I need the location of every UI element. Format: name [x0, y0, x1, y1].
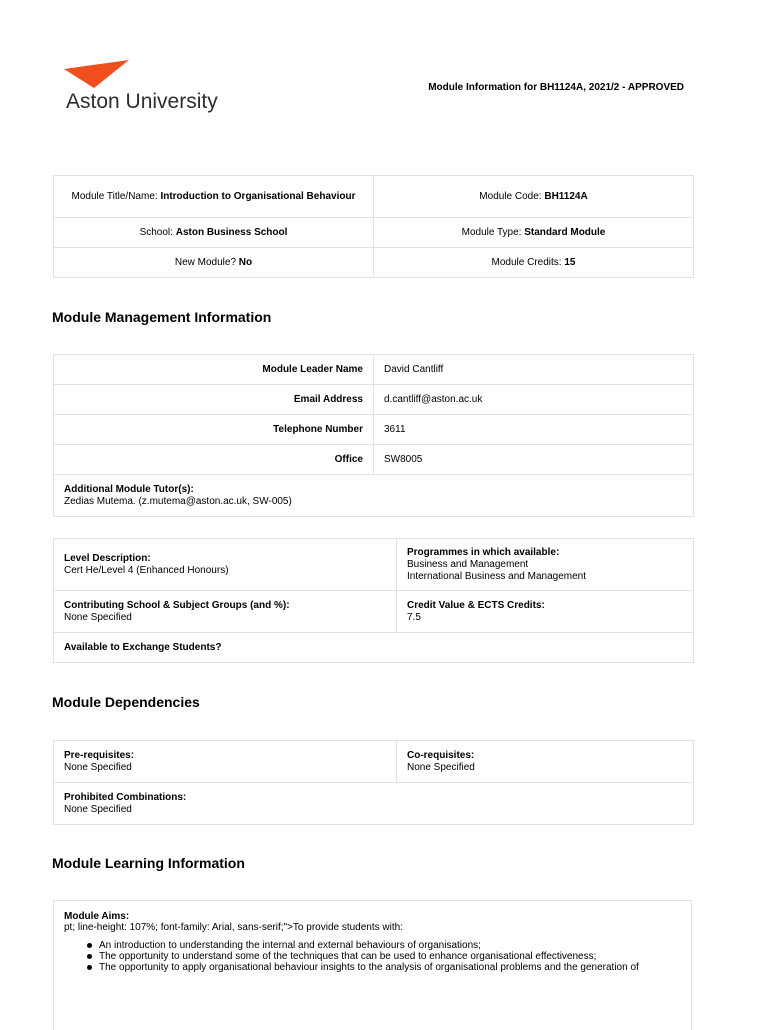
- aims-item-text: An introduction to understanding the internal and external behaviours of organisations;: [99, 940, 481, 951]
- learning-section-title: Module Learning Information: [52, 855, 245, 871]
- management-row-label: Email Address: [54, 385, 374, 415]
- module-title-cell: [54, 176, 374, 218]
- credit-value-cell: [397, 591, 694, 633]
- school-cell: [54, 218, 374, 248]
- programmes-cell: [397, 539, 694, 591]
- contributing-school-value: None Specified: [64, 611, 132, 623]
- level-description-label: Level Description:: [64, 552, 151, 564]
- management-row-label: Office: [54, 445, 374, 475]
- module-type-label: Module Type:: [461, 226, 522, 238]
- aims-item-text: The opportunity to apply organisational behaviour insights to the analysis of organisational problems and the generation of: [99, 962, 639, 973]
- programme-item: International Business and Management: [407, 570, 587, 582]
- dependencies-table: [53, 740, 694, 825]
- new-module-label: New Module?: [174, 256, 237, 268]
- corequisites-label: Co-requisites:: [407, 749, 475, 761]
- programmes-label: Programmes in which available:: [407, 546, 560, 558]
- level-description-cell: [54, 539, 397, 591]
- aims-item-text: The opportunity to understand some of the techniques that can be used to enhance organisational effectiveness;: [99, 951, 597, 962]
- module-title-value: Introduction to Organisational Behaviour: [160, 190, 356, 202]
- prohibited-combinations-label: Prohibited Combinations:: [64, 791, 187, 803]
- additional-tutors-value: Zedias Mutema. (z.mutema@aston.ac.uk, SW-005): [64, 495, 292, 507]
- management-row-label: Module Leader Name: [54, 355, 374, 385]
- module-credits-cell: [374, 248, 694, 278]
- level-description-value: Cert He/Level 4 (Enhanced Honours): [64, 564, 229, 576]
- prerequisites-label: Pre-requisites:: [64, 749, 135, 761]
- corequisites-value: None Specified: [407, 761, 475, 773]
- module-title-label: Module Title/Name:: [71, 190, 158, 202]
- module-aims-intro: pt; line-height: 107%; font-family: Arial, sans-serif;">To provide students with:: [64, 922, 403, 933]
- bullet-icon: [87, 965, 92, 970]
- aims-list-item: [99, 940, 681, 951]
- logo-text: Aston University: [66, 90, 218, 113]
- bullet-icon: [87, 954, 92, 959]
- module-type-cell: [374, 218, 694, 248]
- management-row-value: d.cantliff@aston.ac.uk: [374, 385, 694, 415]
- programme-item: Business and Management: [407, 558, 529, 570]
- contributing-school-label: Contributing School & Subject Groups (and %):: [64, 599, 290, 611]
- module-aims-box: [53, 900, 692, 1030]
- management-row-value: David Cantliff: [374, 355, 694, 385]
- school-value: Aston Business School: [175, 226, 288, 238]
- additional-tutors-cell: [54, 475, 694, 517]
- corequisites-cell: [397, 741, 694, 783]
- bullet-icon: [87, 943, 92, 948]
- prohibited-combinations-value: None Specified: [64, 803, 132, 815]
- additional-tutors-label: Additional Module Tutor(s):: [64, 483, 194, 495]
- module-type-value: Standard Module: [524, 226, 606, 238]
- exchange-students-label: Available to Exchange Students?: [54, 633, 694, 663]
- module-credits-label: Module Credits:: [491, 256, 562, 268]
- aims-list-item: [99, 951, 681, 962]
- module-code-value: BH1124A: [544, 190, 588, 202]
- module-credits-value: 15: [564, 256, 576, 268]
- credit-value-value: 7.5: [407, 611, 421, 623]
- credit-value-label: Credit Value & ECTS Credits:: [407, 599, 545, 611]
- module-summary-table: [53, 175, 694, 278]
- management-row-label: Telephone Number: [54, 415, 374, 445]
- module-aims-label: Module Aims:: [64, 911, 130, 922]
- document-title: Module Information for BH1124A, 2021/2 - APPROVED: [428, 82, 684, 93]
- management-table: [53, 354, 694, 517]
- module-code-label: Module Code:: [479, 190, 542, 202]
- logo-mark-icon: [64, 60, 134, 90]
- dependencies-section-title: Module Dependencies: [52, 694, 200, 710]
- new-module-cell: [54, 248, 374, 278]
- aston-university-logo: [64, 60, 239, 120]
- prerequisites-value: None Specified: [64, 761, 132, 773]
- module-aims-list: [64, 940, 681, 973]
- prerequisites-cell: [54, 741, 397, 783]
- management-row-value: 3611: [374, 415, 694, 445]
- management-row-value: SW8005: [374, 445, 694, 475]
- school-label: School:: [139, 226, 173, 238]
- new-module-value: No: [238, 256, 253, 268]
- management-section-title: Module Management Information: [52, 309, 272, 325]
- contributing-school-cell: [54, 591, 397, 633]
- module-details-table: [53, 538, 694, 663]
- module-code-cell: [374, 176, 694, 218]
- aims-list-item: [99, 962, 681, 973]
- prohibited-combinations-cell: [54, 783, 694, 825]
